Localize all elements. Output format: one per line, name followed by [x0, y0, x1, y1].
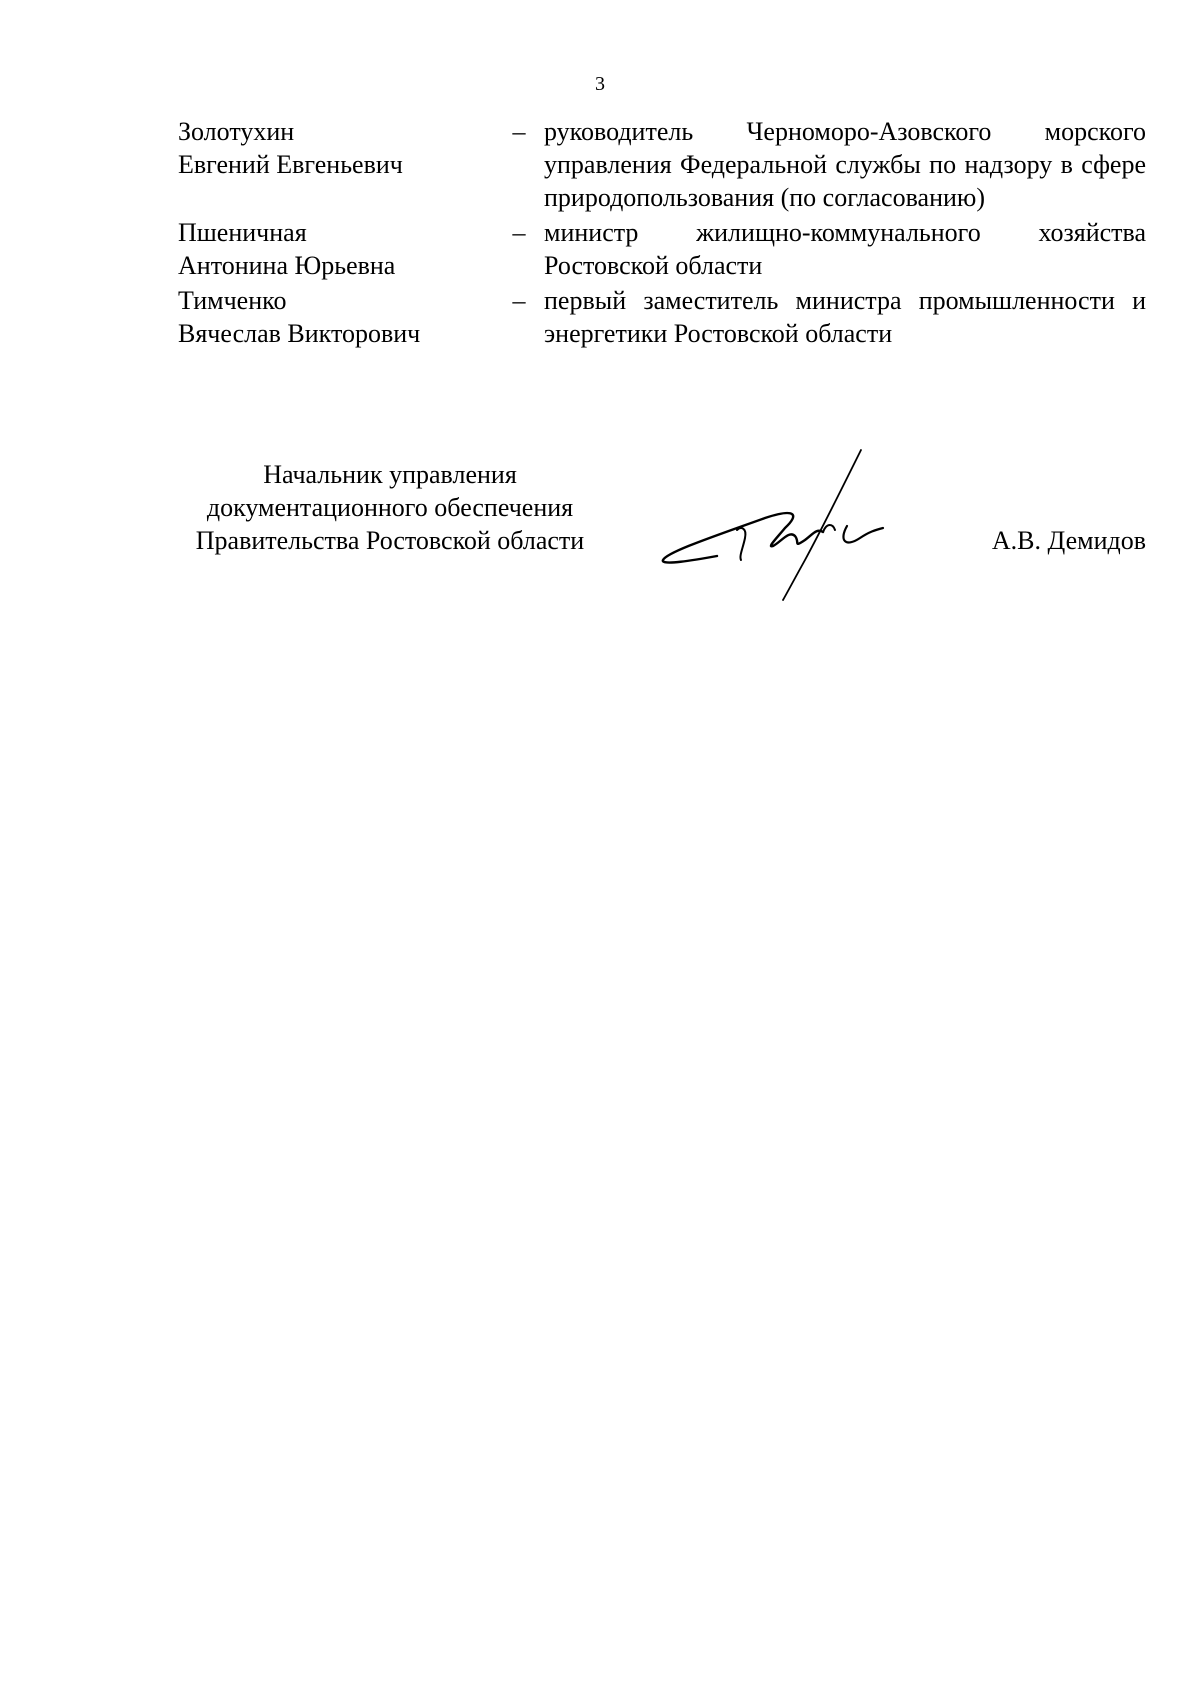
member-position: руководитель Черноморо-Азовского морского управления Федеральной службы по надзору в сфере природопользования (по согласованию) [544, 117, 1146, 212]
member-surname: Золотухин [178, 117, 295, 146]
signatory-title-line: Начальник управления [263, 460, 517, 489]
member-position: первый заместитель министра промышленности и энергетики Ростовской области [544, 286, 1146, 348]
member-row [178, 115, 1146, 214]
member-position: министр жилищно-коммунального хозяйства Ростовской области [544, 218, 1146, 280]
signature-stroke [783, 450, 861, 600]
member-name [178, 284, 494, 350]
signature-stroke [663, 513, 823, 563]
member-dash: – [512, 218, 526, 247]
member-given-names: Евгений Евгеньевич [178, 150, 403, 179]
signature-stroke [823, 525, 835, 532]
signatory-title [160, 458, 620, 557]
member-row [178, 216, 1146, 282]
handwritten-signature [655, 448, 945, 608]
signature-stroke [737, 528, 745, 560]
member-dash: – [512, 117, 526, 146]
member-row [178, 284, 1146, 350]
member-name [178, 216, 494, 282]
member-given-names: Антонина Юрьевна [178, 251, 396, 280]
member-surname: Тимченко [178, 286, 287, 315]
member-surname: Пшеничная [178, 218, 307, 247]
signatory-title-line: документационного обеспечения [206, 493, 574, 522]
members-list [178, 115, 1146, 352]
page-number: 3 [595, 73, 605, 95]
member-given-names: Вячеслав Викторович [178, 319, 421, 348]
signatory-title-line: Правительства Ростовской области [195, 526, 585, 555]
signature-stroke [843, 526, 883, 542]
member-name [178, 115, 494, 181]
signer-name: А.В. Демидов [991, 526, 1146, 555]
member-dash: – [512, 286, 526, 315]
